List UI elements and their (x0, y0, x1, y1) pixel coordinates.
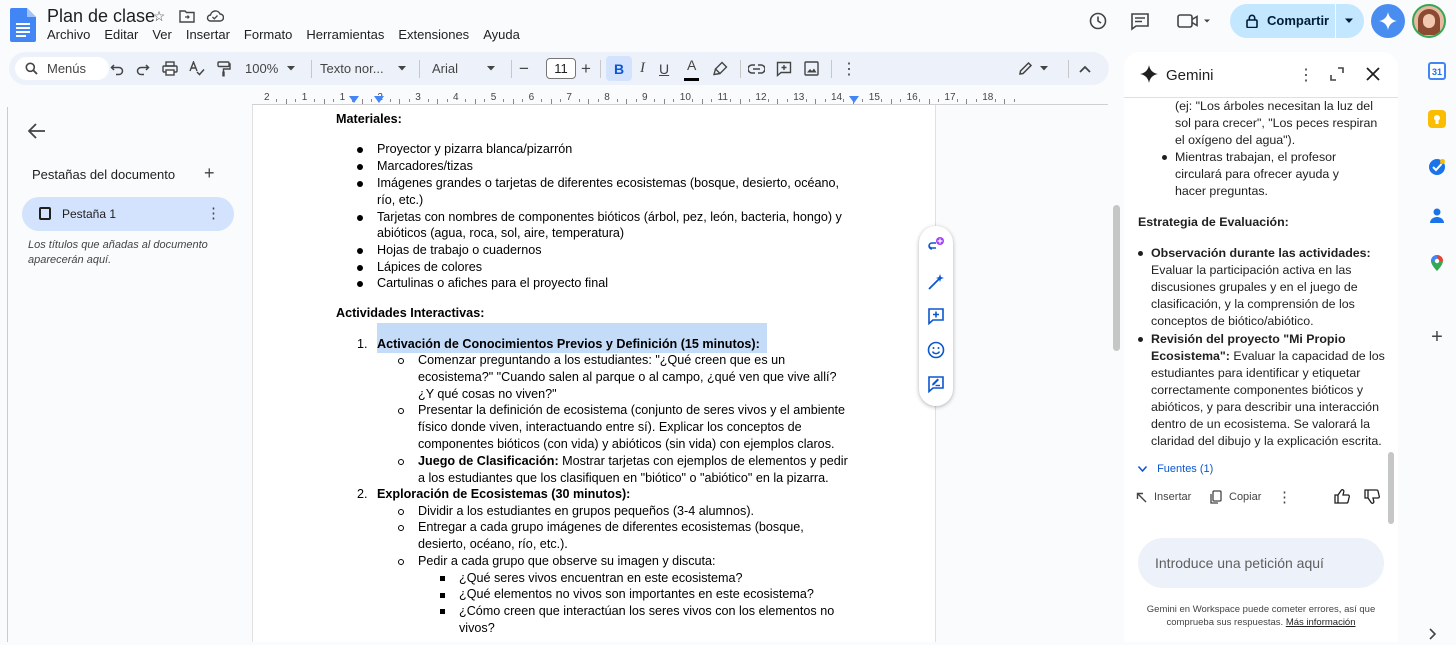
document-icon (39, 207, 51, 220)
docs-logo-icon[interactable] (10, 8, 36, 42)
copy-button[interactable] (1209, 490, 1261, 504)
activity-line (418, 453, 848, 470)
ruler-number: 7 (566, 92, 572, 103)
ruler-tick (636, 99, 637, 102)
add-addon-icon[interactable]: + (1431, 326, 1443, 348)
document-title[interactable]: Plan de clase (47, 6, 156, 26)
ruler-tick (579, 99, 580, 102)
activity-number: 2. (357, 487, 368, 501)
ruler-tick (484, 99, 485, 102)
ruler-tick (447, 99, 448, 102)
tabs-title: Pestañas del documento (32, 167, 176, 182)
document-tabs-panel (14, 108, 244, 642)
history-icon[interactable] (1087, 10, 1109, 32)
chevron-down-icon (287, 66, 295, 71)
response-line: clasificación, y la comprensión de los (1151, 297, 1355, 311)
ruler-number: 17 (944, 92, 956, 103)
ruler-tick (560, 99, 561, 102)
comments-icon[interactable] (1129, 10, 1151, 32)
highlight-color-icon[interactable] (713, 52, 728, 85)
ruler-tick (711, 99, 712, 102)
cloud-saved-icon[interactable] (206, 7, 224, 25)
top-bar (0, 0, 1456, 50)
thumbs-up-icon[interactable] (1334, 489, 1350, 507)
response-line: conceptos de biótico/abiótico. (1151, 314, 1314, 328)
tasks-icon[interactable] (1428, 158, 1446, 176)
ruler-tick (787, 99, 788, 102)
collapse-menus-icon[interactable] (1079, 52, 1091, 85)
search-menus[interactable] (15, 57, 109, 80)
response-line: claridad del dibujo y la explicación escrita. (1151, 434, 1382, 448)
gemini-title: Gemini (1166, 67, 1214, 84)
floating-actions (919, 226, 953, 406)
response-line: estudiantes para identificar y etiquetar (1151, 366, 1361, 380)
gemini-header (1124, 52, 1398, 98)
activity-line: a los estudiantes que los clasifiquen en "biótico" o "abiótico" en la pizarra. (418, 471, 829, 485)
formatting-toolbar (9, 52, 1109, 85)
chevron-down-icon (1138, 466, 1147, 472)
activity-line: Pedir a cada grupo que observe su imagen y discuta: (418, 554, 716, 568)
response-rest: Evaluar la capacidad de los (1229, 349, 1385, 363)
back-arrow-icon[interactable] (28, 122, 46, 145)
response-bold: Revisión del proyecto "Mi Propio (1151, 332, 1346, 346)
ruler-marker[interactable] (849, 96, 859, 103)
ruler-number: 6 (528, 92, 535, 103)
ruler-marker[interactable] (374, 96, 384, 103)
ruler-tick (598, 99, 599, 102)
tab-label: Pestaña 1 (62, 207, 117, 221)
ruler-tick (503, 99, 504, 102)
ruler-tick (768, 99, 769, 102)
ruler-number: 14 (831, 92, 843, 103)
response-line: hacer preguntas. (1175, 184, 1268, 198)
menu-bar (47, 27, 534, 42)
activity-line: Presentar la definición de ecosistema (conjunto de seres vivos y el ambiente (418, 403, 846, 417)
avatar[interactable] (1412, 4, 1446, 38)
gemini-prompt-input[interactable] (1138, 538, 1384, 588)
title-icons (150, 7, 224, 25)
activity-line: desierto, océano, río, etc.). (418, 537, 568, 551)
sources-toggle[interactable] (1138, 463, 1213, 475)
ruler-number: 8 (604, 92, 610, 103)
pencil-icon (1018, 61, 1033, 76)
materials-heading: Materiales: (336, 112, 402, 126)
activity-1-title: Activación de Conocimientos Previos y Definición (15 minutos): (377, 337, 760, 351)
tab-more-icon[interactable]: ⋮ (206, 205, 221, 222)
share-label: Compartir (1267, 13, 1330, 28)
help-me-write-icon[interactable] (926, 272, 946, 292)
disclaimer-text: Gemini en Workspace puede cometer errores, así que comprueba sus respuestas. (1146, 604, 1376, 628)
game-rest: Mostrar tarjetas con ejemplos de elementos y pedir (558, 454, 848, 468)
gemini-sparkle-icon (1378, 11, 1398, 31)
keep-icon[interactable] (1428, 110, 1446, 128)
emoji-reaction-icon[interactable] (926, 340, 946, 360)
insert-label: Insertar (1154, 491, 1192, 503)
response-line: Evaluar la participación activa en las (1151, 263, 1352, 277)
menu-insertar[interactable]: Insertar (185, 27, 230, 42)
ruler-tick (825, 99, 826, 102)
material-item: Cartulinas o afiches para el proyecto final (377, 276, 609, 290)
add-tab-icon[interactable]: + (204, 163, 215, 183)
ruler-tick (881, 99, 882, 102)
ruler-tick (730, 99, 731, 102)
insert-button[interactable] (1136, 491, 1191, 503)
question-line: vivos? (459, 621, 495, 635)
question-line: ¿Qué elementos no vivos son importantes en este ecosistema? (459, 587, 814, 601)
meet-icon[interactable] (1177, 10, 1211, 32)
ruler-number: 5 (490, 92, 497, 103)
document-scrollbar[interactable] (1113, 205, 1120, 351)
lock-icon (1246, 14, 1258, 28)
ruler-tick (654, 99, 655, 102)
menu-ver[interactable]: Ver (152, 27, 172, 42)
ruler-tick (428, 99, 429, 102)
menu-extensiones[interactable]: Extensiones (398, 27, 470, 42)
ruler-number: 2 (264, 92, 270, 103)
material-item: Proyector y pizarra blanca/pizarrón (377, 142, 573, 156)
move-folder-icon[interactable] (178, 7, 196, 25)
ruler-tick (806, 99, 807, 102)
tab-pestana-1[interactable] (22, 197, 234, 231)
ruler-tick (900, 99, 901, 102)
menu-archivo[interactable]: Archivo (47, 27, 91, 42)
material-item: Hojas de trabajo o cuadernos (377, 243, 542, 257)
ruler-tick (276, 99, 277, 102)
star-icon[interactable]: ☆ (152, 7, 166, 24)
question-line: ¿Cómo creen que interactúan los seres vivos con los elementos no (459, 604, 835, 618)
horizontal-ruler[interactable] (252, 91, 994, 105)
ruler-tick (919, 99, 920, 102)
tabs-hint: Los títulos que añadas al documento aparecerán aquí. (28, 239, 208, 266)
response-bold: Observación durante las actividades: (1151, 246, 1371, 260)
text-color-button[interactable]: A (684, 57, 699, 81)
document-page[interactable] (252, 105, 936, 642)
gemini-panel (1124, 52, 1398, 642)
ruler-tick (409, 99, 410, 102)
chevron-down-icon (1040, 66, 1048, 71)
ruler-number: 18 (982, 92, 994, 103)
paragraph-style-select[interactable] (320, 52, 406, 85)
question-line: ¿Qué seres vivos encuentran en este ecosistema? (459, 571, 743, 585)
response-line: dentro de un ecosistema. Se valorará la (1151, 417, 1371, 431)
material-item-cont: río, etc.) (377, 193, 424, 207)
activity-line: ¿Y qué cosas no viven?" (418, 387, 557, 401)
activity-line: Comenzar preguntando a los estudiantes: "¿Qué creen que es un (418, 353, 786, 367)
zoom-select[interactable] (245, 52, 295, 85)
ruler-tick (673, 99, 674, 102)
font-select[interactable] (432, 52, 495, 85)
activity-line: Dividir a los estudiantes en grupos pequeños (3-4 alumnos). (418, 504, 755, 518)
side-panel-rail (1420, 52, 1456, 642)
activity-2-title: Exploración de Ecosistemas (30 minutos): (377, 487, 631, 501)
add-comment-icon[interactable] (926, 306, 946, 326)
ruler-tick (843, 99, 844, 102)
chevron-down-icon[interactable] (1344, 18, 1354, 24)
decrease-font-size-button[interactable]: − (519, 58, 529, 78)
gemini-sparkle-icon (1139, 64, 1159, 84)
zoom-value: 100% (245, 61, 279, 76)
ruler-number: 15 (868, 92, 880, 103)
underline-button[interactable]: U (659, 60, 670, 77)
insert-arrow-icon (1136, 492, 1147, 503)
response-line: (ej: "Los árboles necesitan la luz del (1175, 99, 1373, 113)
menu-editar[interactable]: Editar (104, 27, 139, 42)
font-value: Arial (432, 61, 459, 76)
activity-line: físico donde viven, interactuando entre sí). Explicar los conceptos de (418, 420, 802, 434)
response-line: abióticos, y para describir una interacción (1151, 400, 1379, 414)
redo-icon[interactable] (136, 52, 150, 85)
paint-format-icon[interactable] (216, 52, 231, 85)
ruler-number: 16 (906, 92, 918, 103)
menu-formato[interactable]: Formato (243, 27, 293, 42)
calendar-icon[interactable] (1428, 62, 1446, 80)
activities-heading: Actividades Interactivas: (336, 306, 485, 320)
bold-button[interactable]: B (606, 56, 632, 81)
ruler-tick (314, 99, 315, 102)
font-size-input[interactable]: 11 (546, 58, 576, 79)
italic-button[interactable]: I (640, 60, 645, 76)
response-more-icon[interactable]: ⋮ (1277, 489, 1292, 506)
ruler-tick (1014, 99, 1015, 102)
activity-line: Entregar a cada grupo imágenes de diferentes ecosistemas (bosque, (418, 520, 804, 534)
ruler-tick (749, 99, 750, 102)
share-button[interactable] (1230, 4, 1364, 38)
vertical-ruler[interactable] (0, 107, 8, 642)
insert-link-icon[interactable] (748, 52, 765, 85)
activity-number: 1. (357, 337, 368, 351)
ruler-tick (371, 99, 372, 102)
ruler-number: 2 (377, 92, 383, 103)
gemini-more-icon[interactable]: ⋮ (1298, 67, 1314, 84)
maps-icon[interactable] (1428, 254, 1446, 272)
gemini-disclaimer (1138, 603, 1384, 629)
editing-mode-select[interactable] (1018, 52, 1048, 85)
game-bold: Juego de Clasificación: (418, 454, 559, 468)
activity-line: componentes bióticos (con vida) y abióticos (sin vida) con ejemplos claros. (418, 437, 835, 451)
response-line: el oxígeno del agua"). (1175, 133, 1296, 147)
ruler-number: 4 (453, 92, 459, 103)
contacts-icon[interactable] (1428, 206, 1446, 224)
ruler-number: 11 (717, 92, 728, 103)
copy-icon (1209, 490, 1222, 504)
ruler-number: 1 (301, 92, 308, 103)
undo-icon[interactable] (110, 52, 124, 85)
ruler-marker[interactable] (349, 96, 359, 103)
ruler-number: 12 (755, 92, 767, 103)
material-item: Marcadores/tizas (377, 159, 473, 173)
response-line: correctamente componentes bióticos y (1151, 383, 1364, 397)
ruler-number: 9 (642, 92, 648, 103)
close-icon[interactable] (1366, 67, 1380, 86)
menu-herramientas[interactable]: Herramientas (306, 27, 385, 42)
ruler-tick (465, 99, 466, 102)
ruler-number: 3 (415, 92, 421, 103)
material-item: Imágenes grandes o tarjetas de diferentes ecosistemas (bosque, desierto, océano, (377, 176, 840, 190)
increase-font-size-button[interactable]: + (581, 58, 591, 78)
svg-text:31: 31 (1432, 67, 1443, 77)
expand-icon[interactable] (1330, 67, 1344, 86)
ruler-tick (995, 99, 996, 102)
sources-label: Fuentes (1) (1157, 463, 1214, 475)
prompt-placeholder: Introduce una petición aquí (1155, 555, 1324, 571)
gemini-refine-icon[interactable] (926, 234, 946, 254)
response-line (1151, 348, 1385, 365)
ruler-tick (692, 99, 693, 102)
response-actions (1124, 487, 1398, 511)
material-item: Tarjetas con nombres de componentes bióticos (árbol, pez, león, bacteria, hongo) y (377, 210, 842, 224)
ruler-tick (862, 99, 863, 102)
print-icon[interactable] (162, 52, 178, 85)
spellcheck-icon[interactable] (189, 52, 205, 85)
paragraph-style-value: Texto nor... (320, 61, 384, 76)
response-line: Mientras trabajan, el profesor (1175, 150, 1337, 164)
ruler-tick (522, 99, 523, 102)
search-menus-label: Menús (47, 61, 87, 76)
evaluation-heading: Estrategia de Evaluación: (1138, 215, 1289, 229)
gemini-scrollbar[interactable] (1388, 452, 1394, 524)
ruler-tick (957, 99, 958, 102)
ruler-tick (541, 99, 542, 102)
chevron-down-icon (398, 66, 406, 71)
ruler-tick (938, 99, 939, 102)
response-line: discusiones grupales y en el juego de (1151, 280, 1358, 294)
ruler-tick (333, 99, 334, 102)
ruler-number: 13 (793, 92, 805, 103)
response-line: sol para crecer", "Los peces respiran (1175, 116, 1378, 130)
search-icon (25, 62, 38, 75)
response-bold: Ecosistema": (1151, 349, 1230, 363)
chevron-right-icon[interactable] (1428, 627, 1446, 645)
ruler-number: 10 (679, 92, 691, 103)
insert-image-icon[interactable] (804, 52, 819, 85)
ruler-tick (390, 99, 391, 102)
material-item-cont: abióticos (agua, roca, sol, aire, temperatura) (377, 226, 625, 240)
more-info-link[interactable]: Más información (1285, 617, 1356, 628)
ruler-tick (976, 99, 977, 102)
chevron-down-icon (487, 66, 495, 71)
more-options-icon[interactable]: ⋮ (841, 60, 857, 78)
gemini-button[interactable] (1371, 4, 1405, 38)
copy-label: Copiar (1229, 491, 1262, 503)
suggest-edits-icon[interactable] (926, 374, 946, 394)
add-comment-icon[interactable] (776, 52, 792, 85)
response-line: circulará para ofrecer ayuda y (1175, 167, 1339, 181)
ruler-tick (295, 99, 296, 102)
menu-ayuda[interactable]: Ayuda (483, 27, 520, 42)
activity-line: ecosistema?" "Cuando salen al parque o al campo, ¿qué ven que vive allí? (418, 370, 837, 384)
ruler-tick (617, 99, 618, 102)
gemini-response (1124, 98, 1398, 526)
material-item: Lápices de colores (377, 260, 483, 274)
ruler-number: 1 (339, 92, 346, 103)
thumbs-down-icon[interactable] (1364, 489, 1380, 507)
